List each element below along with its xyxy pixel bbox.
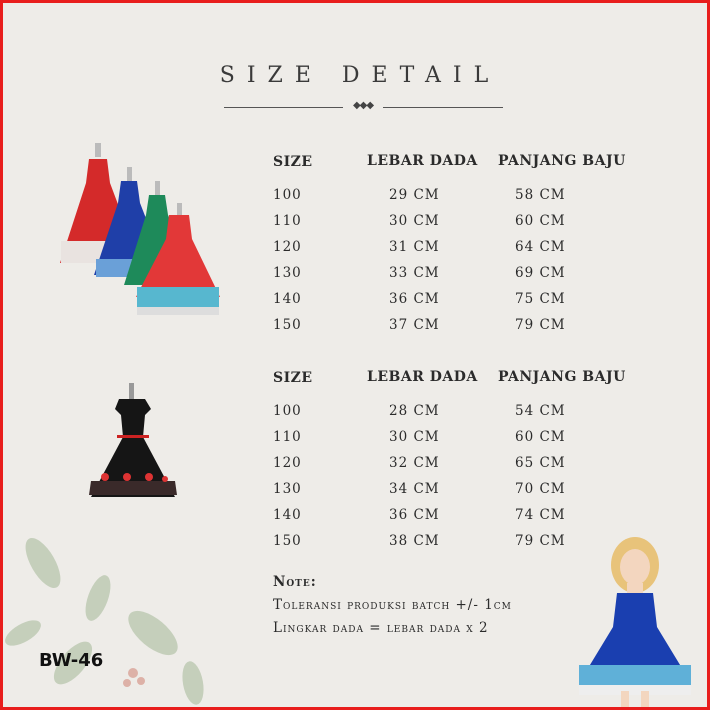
table-row bbox=[271, 507, 641, 533]
table-header bbox=[271, 369, 641, 395]
lebar-dada-cell: 37 CM bbox=[389, 317, 440, 333]
black-dress-image bbox=[87, 381, 179, 507]
size-cell: 100 bbox=[273, 187, 302, 203]
lebar-dada-cell: 29 CM bbox=[389, 187, 440, 203]
size-cell: 140 bbox=[273, 507, 302, 523]
header-size: SIZE bbox=[273, 370, 313, 386]
lebar-dada-cell: 38 CM bbox=[389, 533, 440, 549]
panjang-baju-cell: 74 CM bbox=[515, 507, 566, 523]
table-row bbox=[271, 533, 641, 559]
table-row bbox=[271, 291, 641, 317]
header-lebar-dada: LEBAR DADA bbox=[367, 153, 478, 169]
lebar-dada-cell: 30 CM bbox=[389, 429, 440, 445]
table-row bbox=[271, 187, 641, 213]
table-row bbox=[271, 455, 641, 481]
panjang-baju-cell: 65 CM bbox=[515, 455, 566, 471]
table-row bbox=[271, 239, 641, 265]
note-line: Toleransi produksi batch +/- 1cm bbox=[273, 597, 512, 613]
page-title: SIZE DETAIL bbox=[219, 63, 501, 88]
leaf-decoration bbox=[3, 523, 243, 710]
table-row bbox=[271, 213, 641, 239]
size-cell: 140 bbox=[273, 291, 302, 307]
table-row bbox=[271, 317, 641, 343]
panjang-baju-cell: 79 CM bbox=[515, 317, 566, 333]
girl-model-image bbox=[575, 535, 695, 710]
table-row bbox=[271, 265, 641, 291]
size-cell: 120 bbox=[273, 239, 302, 255]
note-line: Lingkar dada = lebar dada x 2 bbox=[273, 620, 489, 636]
size-cell: 120 bbox=[273, 455, 302, 471]
header-panjang-baju: PANJANG BAJU bbox=[498, 369, 626, 385]
size-cell: 130 bbox=[273, 265, 302, 281]
size-cell: 150 bbox=[273, 533, 302, 549]
lebar-dada-cell: 31 CM bbox=[389, 239, 440, 255]
panjang-baju-cell: 69 CM bbox=[515, 265, 566, 281]
table-row bbox=[271, 403, 641, 429]
panjang-baju-cell: 58 CM bbox=[515, 187, 566, 203]
table-row bbox=[271, 429, 641, 455]
lebar-dada-cell: 34 CM bbox=[389, 481, 440, 497]
lebar-dada-cell: 30 CM bbox=[389, 213, 440, 229]
panjang-baju-cell: 75 CM bbox=[515, 291, 566, 307]
divider-ornament: ◆◆◆ bbox=[343, 100, 383, 111]
size-cell: 150 bbox=[273, 317, 302, 333]
table-header bbox=[271, 153, 641, 179]
panjang-baju-cell: 60 CM bbox=[515, 213, 566, 229]
lebar-dada-cell: 32 CM bbox=[389, 455, 440, 471]
panjang-baju-cell: 60 CM bbox=[515, 429, 566, 445]
size-cell: 110 bbox=[273, 213, 302, 229]
notes-label: Note: bbox=[273, 574, 317, 590]
lebar-dada-cell: 36 CM bbox=[389, 291, 440, 307]
panjang-baju-cell: 70 CM bbox=[515, 481, 566, 497]
header-size: SIZE bbox=[273, 154, 313, 170]
panjang-baju-cell: 54 CM bbox=[515, 403, 566, 419]
size-table-1 bbox=[271, 153, 641, 343]
header-lebar-dada: LEBAR DADA bbox=[367, 369, 478, 385]
size-cell: 130 bbox=[273, 481, 302, 497]
size-table-2 bbox=[271, 369, 641, 559]
panjang-baju-cell: 64 CM bbox=[515, 239, 566, 255]
size-cell: 100 bbox=[273, 403, 302, 419]
table-row bbox=[271, 481, 641, 507]
lebar-dada-cell: 36 CM bbox=[389, 507, 440, 523]
lebar-dada-cell: 28 CM bbox=[389, 403, 440, 419]
header-panjang-baju: PANJANG BAJU bbox=[498, 153, 626, 169]
panjang-baju-cell: 79 CM bbox=[515, 533, 566, 549]
notes-section bbox=[273, 571, 512, 640]
product-code: BW-46 bbox=[39, 650, 104, 671]
size-cell: 110 bbox=[273, 429, 302, 445]
dress-group-image bbox=[51, 141, 223, 321]
lebar-dada-cell: 33 CM bbox=[389, 265, 440, 281]
